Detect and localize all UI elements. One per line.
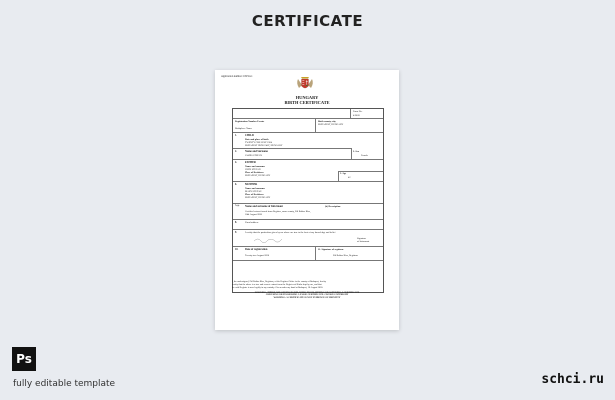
section-1-title: CHILD xyxy=(245,134,254,137)
sex-label: Sex xyxy=(355,150,359,153)
certificate-form-frame xyxy=(232,108,384,293)
registration-place-label: Birthplace: xyxy=(235,127,246,130)
warning-line: WARNING: THERE ARE OFFENCES RELATING TO FALSIFYING OR ALTERING A CERTIFICATE xyxy=(254,291,360,294)
form-no-value: 4/2020 xyxy=(353,114,360,117)
photoshop-icon: Ps xyxy=(12,347,36,371)
signature-label: Signature xyxy=(357,237,367,240)
footer-block xyxy=(232,281,382,300)
section-8-number: 8. xyxy=(235,221,237,224)
template-caption: fully editable template xyxy=(13,379,116,389)
child-birth-place: BUDAPEST HUNGARY, HUNGARY xyxy=(245,144,283,147)
section-11-label xyxy=(318,248,344,251)
father-place-value: BUDAPEST, HUNGARY xyxy=(245,174,271,177)
section-1-number: 1. xyxy=(235,134,237,137)
section-3-number: 3. xyxy=(353,150,355,153)
coat-of-arms-icon xyxy=(295,75,315,93)
footer-line: the said Register is now legally in my custody. Given under my hand at Budapest, 18 August 2020. xyxy=(232,286,323,289)
warning-line: AND USING OR POSSESSING A FALSE CERTIFICATE. CROWN COPYRIGHT xyxy=(265,294,349,297)
registrar-signature-label: Signature of registrar xyxy=(321,248,344,251)
mother-name-label: Name and surname xyxy=(245,187,265,190)
application-number: Application number: 1823/4-1 xyxy=(221,75,253,78)
section-2-title: Name and Surname xyxy=(245,150,268,153)
section-10-number: 10. xyxy=(235,248,239,251)
informant-value: Certified extract issued from Register, same county, Pál Balázs Kiss, xyxy=(245,210,311,213)
section-4-title: FATHER xyxy=(245,161,256,164)
child-birth-date: TWENTY ONE JULY 1964 xyxy=(245,141,273,144)
certification-statement: I certify that the particulars given by me above are true to the best of my knowledge and belief xyxy=(245,231,336,234)
section-4-number: 4. xyxy=(235,161,237,164)
certificate-title: BIRTH CERTIFICATE xyxy=(284,99,330,105)
registration-place xyxy=(235,127,252,130)
section-6-number: 6. xyxy=(235,183,237,186)
usual-address-label: Usual address xyxy=(245,221,259,224)
section-2-number: 2. xyxy=(235,150,237,153)
section-7b-label xyxy=(325,205,340,208)
father-name-label: Name and surname xyxy=(245,165,265,168)
section-3-label xyxy=(353,150,359,153)
registration-number: Registration Number Events xyxy=(235,120,265,123)
footer-line: I, the undersigned, Pál Balázs Kiss, Registrar, of the Register Office in the county of Budapest, hereby xyxy=(232,281,327,283)
registration-date-value: Twenty two August 2020 xyxy=(245,254,270,257)
informant-label: Name and surname of Informant xyxy=(245,205,283,208)
site-name: schci.ru xyxy=(541,372,604,387)
mother-name-value: MARY STEFAN xyxy=(245,190,262,193)
father-place-label: Place of Residence xyxy=(245,171,264,174)
section-7b-number: (b) xyxy=(325,205,328,208)
section-11-number: 11. xyxy=(318,248,321,251)
age-label: Age xyxy=(342,172,347,175)
section-1-subtitle: Date and place of birth xyxy=(245,138,269,141)
mother-place-value: BUDAPEST, HUNGARY xyxy=(245,196,271,199)
page-heading: CERTIFICATE xyxy=(251,12,364,30)
birth-county-label: Birth county, city xyxy=(318,120,336,123)
sex-value: Female xyxy=(361,154,369,157)
informant-date: 18th August 2020 xyxy=(245,213,263,216)
description-label: Description xyxy=(328,205,341,208)
country-name: HUNGARY xyxy=(295,95,319,100)
signature-of-informant: of Informant xyxy=(357,240,370,243)
footer-line: certify that the above is a true and correct extract from the Register of Births kept by me, and that xyxy=(232,283,322,286)
section-5-number: 5. xyxy=(340,172,342,175)
form-no-label: Form No. xyxy=(353,110,363,113)
registration-date-label: Date of registration xyxy=(245,248,268,251)
registrar-name: Pál Balázs Kiss, Registrar xyxy=(333,254,358,257)
document-title-block xyxy=(215,96,399,106)
section-9-number: 9. xyxy=(235,231,237,234)
certificate-document xyxy=(215,70,399,330)
father-name-value: JOHN STEFAN xyxy=(245,168,261,171)
registration-place-value: Name xyxy=(246,127,252,130)
age-value: 42 xyxy=(348,176,351,179)
mother-place-label: Place of Residence xyxy=(245,193,264,196)
informant-signature-icon xyxy=(253,237,283,243)
section-5-label xyxy=(340,172,346,175)
child-name: JAMES STEFAN xyxy=(245,154,263,157)
section-6-title: MOTHER xyxy=(245,183,258,186)
warning-line: WARNING: A CERTIFICATE IS NOT EVIDENCE OF IDENTITY xyxy=(273,297,341,300)
section-7-number: 7.(a) xyxy=(235,205,240,207)
birth-county-value: BUDAPEST, HUNGARY xyxy=(318,123,344,126)
